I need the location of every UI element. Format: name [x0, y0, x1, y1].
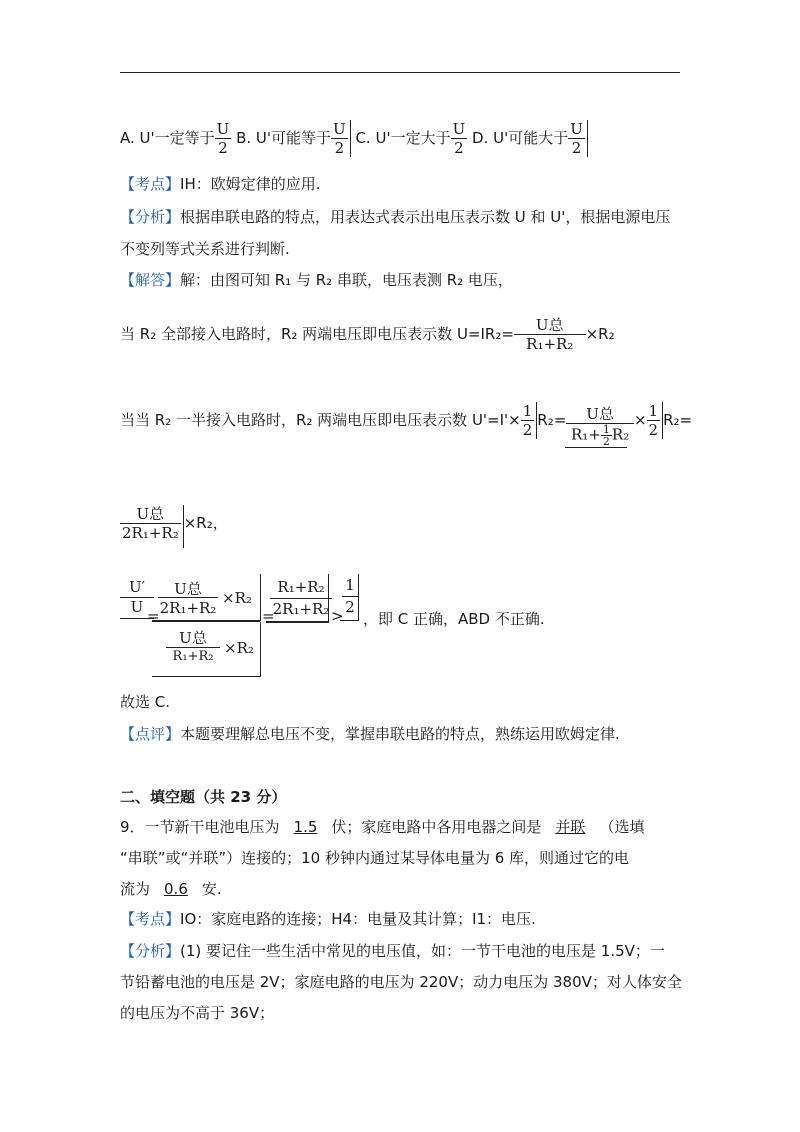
fraction-denominator: 2 [648, 421, 659, 439]
option-a-fraction [215, 120, 232, 157]
kaodian-tag: 【考点】 [120, 910, 181, 928]
header-rule [120, 72, 680, 73]
fraction-numerator: 1 [602, 422, 610, 436]
step2-line [120, 402, 692, 447]
step1-fraction [514, 316, 586, 353]
options-line [120, 120, 588, 157]
eq-sign-2: = [262, 607, 275, 625]
half-num: 1 [345, 576, 355, 594]
fraction-denominator: 2 [454, 139, 464, 157]
fenxi-text: 根据串联电路的特点，用表达式表示出电压表示数 U 和 U'，根据电源电压 [180, 208, 671, 226]
step2-mid: R₂= [537, 411, 567, 429]
option-b-fraction [331, 120, 351, 157]
q9-part2: 伏；家庭电路中各用电器之间是 [331, 818, 542, 836]
dianping-text: 本题要理解总电压不变，掌握串联电路的特点，熟练运用欧姆定律. [180, 725, 620, 743]
top-den: 2R₁+R₂ [159, 599, 217, 617]
eq-sign-1: = [147, 607, 160, 625]
fraction-numerator: U总 [514, 316, 586, 335]
kaodian-text: IH：欧姆定律的应用. [180, 175, 321, 193]
q9-part3: （选填 [599, 818, 645, 836]
step2-half-fraction-2 [647, 402, 664, 439]
fenxi-2-line3: 的电压为不高于 36V； [120, 1004, 275, 1022]
res-underline [266, 621, 328, 622]
fraction-numerator: U [452, 120, 466, 138]
q9-answer-2: 并联 [555, 818, 586, 836]
fraction-numerator: U总 [120, 505, 181, 524]
q9-part1: 9．一节新干电池电压为 [120, 818, 280, 836]
jieda-line [120, 268, 513, 292]
step1-suffix: ×R₂ [585, 325, 615, 343]
kaodian-2 [120, 907, 536, 931]
fenxi-tag: 【分析】 [120, 942, 181, 960]
fenxi-2-line2: 节铅蓄电池的电压是 2V；家庭电路的电压为 220V；动力电压为 380V；对人体安全 [120, 973, 682, 991]
q9-answer-3: 0.6 [164, 880, 188, 898]
fenxi-1-line1 [120, 205, 670, 229]
option-c-text: C. U'一定大于 [355, 129, 451, 147]
ratio-num: U′ [128, 578, 146, 596]
q9-part5: 安. [201, 880, 222, 898]
section-heading: 二、填空题（共 23 分） [120, 788, 287, 806]
step3-suffix: ×R₂， [183, 514, 228, 532]
q9-line3 [120, 877, 222, 901]
step2-big-fraction [566, 405, 634, 447]
half-den: 2 [345, 598, 355, 616]
den-part-b: R₂ [611, 425, 630, 443]
fraction-numerator: U [216, 120, 230, 138]
fenxi-1-line2: 不变列等式关系进行判断. [120, 240, 290, 258]
step2-times: × [633, 411, 647, 429]
step2-underline [565, 447, 627, 448]
res-num: R₁+R₂ [277, 578, 325, 596]
res-bracket [266, 574, 329, 623]
step2-prefix: 当当 R₂ 一半接入电路时，R₂ 两端电压即电压表示数 U'=I'× [120, 411, 521, 429]
top-bracket [152, 574, 261, 621]
jieda-tag: 【解答】 [120, 271, 181, 289]
step2-end: R₂= [663, 411, 693, 429]
fenxi-tag: 【分析】 [120, 208, 181, 226]
top-times: ×R₂ [222, 589, 252, 607]
bot-bracket [152, 622, 261, 677]
step1-prefix: 当 R₂ 全部接入电路时，R₂ 两端电压即电压表示数 U=IR₂= [120, 325, 514, 343]
fraction-numerator: U [333, 120, 346, 138]
kaodian-text: IO：家庭电路的连接；H4：电量及其计算；I1：电压. [180, 910, 536, 928]
q9-answer-1: 1.5 [293, 818, 318, 836]
res-den: 2R₁+R₂ [272, 600, 330, 618]
fenxi-text: (1) 要记住一些生活中常见的电压值，如：一节干电池的电压是 1.5V；一 [180, 942, 665, 960]
fraction-denominator [566, 424, 634, 447]
q9-line2: “串联”或“并联”）连接的；10 秒钟内通过某导体电量为 6 库，则通过它的电 [120, 849, 630, 867]
fraction-denominator: 2R₁+R₂ [122, 524, 179, 542]
bot-den: R₁+R₂ [172, 649, 214, 664]
fraction-denominator: 2 [218, 139, 228, 157]
den-half-fraction [601, 424, 612, 447]
top-num: U总 [174, 580, 202, 598]
step3-fraction [120, 505, 184, 548]
bot-num: U总 [179, 629, 207, 647]
gt-sign: > [331, 607, 344, 625]
option-c-fraction [451, 120, 468, 157]
option-b-text: B. U'可能等于 [236, 129, 332, 147]
step4-tail: ，即 C 正确，ABD 不正确. [363, 610, 545, 628]
choice-line: 故选 C. [120, 693, 171, 711]
dianping-tag: 【点评】 [120, 725, 181, 743]
step1-line [120, 316, 615, 353]
bot-times: ×R₂ [224, 639, 254, 657]
kaodian-1 [120, 172, 321, 196]
fraction-denominator: 2 [334, 139, 345, 157]
fraction-numerator: 1 [648, 402, 659, 420]
fraction-denominator: 2 [522, 421, 533, 439]
option-d-text: D. U'可能大于 [472, 129, 569, 147]
q9-part4: 流为 [120, 880, 151, 898]
den-part-a: R₁+ [571, 425, 601, 443]
ratio-den: U [130, 598, 144, 616]
q9-line1 [120, 815, 644, 839]
fraction-denominator: 2 [602, 434, 610, 448]
kaodian-tag: 【考点】 [120, 175, 181, 193]
fraction-numerator: 1 [522, 402, 533, 420]
step2-half-fraction [521, 402, 538, 439]
half-bracket [340, 574, 359, 621]
jieda-text: 解：由图可知 R₁ 与 R₂ 串联，电压表测 R₂ 电压， [180, 271, 513, 289]
option-d-fraction [568, 120, 588, 157]
fenxi-2-line1 [120, 939, 665, 963]
fraction-denominator: R₁+R₂ [526, 335, 574, 353]
dianping-line [120, 722, 620, 746]
option-a-text: A. U'一定等于 [120, 129, 215, 147]
fraction-denominator: 2 [571, 139, 582, 157]
step3-line [120, 505, 228, 548]
fraction-numerator: U总 [566, 405, 634, 424]
fraction-numerator: U [570, 120, 583, 138]
